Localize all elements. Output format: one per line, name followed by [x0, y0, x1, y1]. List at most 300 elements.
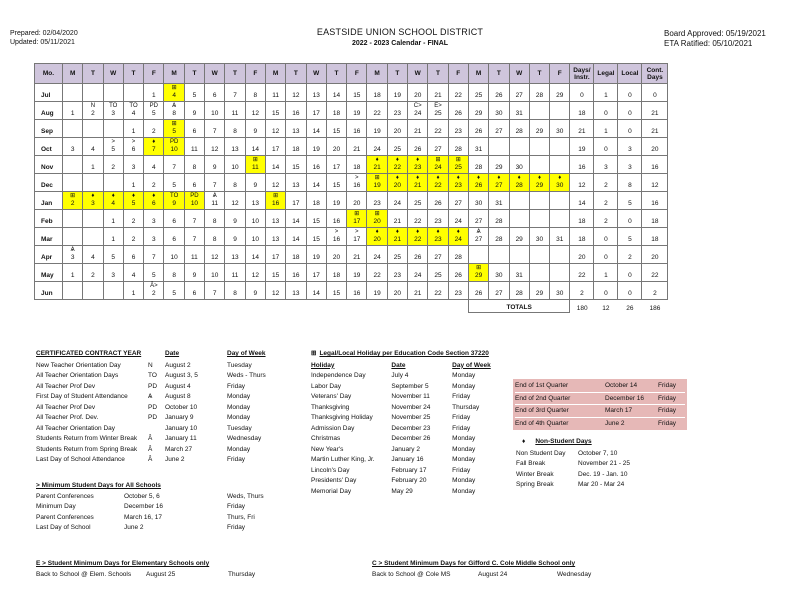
day-cell: 7	[205, 174, 225, 192]
day-cell	[489, 138, 509, 156]
month-label: Jun	[35, 282, 63, 300]
count-cont: 20	[642, 138, 668, 156]
legal-marker: ⊞	[455, 157, 461, 163]
day-cell	[63, 174, 83, 192]
day-cell: 24	[367, 246, 387, 264]
event-dow: Tuesday	[227, 424, 252, 432]
event-dow: Tuesday	[227, 361, 252, 369]
month-label: Apr	[35, 246, 63, 264]
day-cell: 2 N	[83, 102, 103, 120]
legal-marker: ⊞	[171, 85, 177, 91]
day-cell: 31	[509, 264, 529, 282]
day-cell: 8	[245, 84, 265, 102]
day-cell: 20 ♦	[387, 174, 407, 192]
month-row-sep	[35, 120, 668, 138]
day-cell	[529, 264, 549, 282]
certificated-row	[36, 424, 316, 435]
calendar-header-row	[35, 64, 668, 84]
count-local: 5	[618, 228, 642, 246]
holiday-row	[311, 445, 511, 456]
count-legal: 2	[594, 192, 618, 210]
count-cont: 22	[642, 264, 668, 282]
day-cell: 10	[245, 210, 265, 228]
holiday-dow: Monday	[452, 445, 476, 453]
event-code: PD	[148, 414, 158, 421]
count-legal: 0	[594, 228, 618, 246]
day-cell: 16 >	[347, 174, 367, 192]
holiday-dow: Monday	[452, 382, 476, 390]
non-student-marker: ♦	[111, 193, 115, 199]
count-local: 0	[618, 210, 642, 228]
day-cell: 6 >	[123, 138, 143, 156]
day-cell: 23	[387, 264, 407, 282]
day-cell: 12	[225, 192, 245, 210]
holiday-date: February 20	[391, 477, 427, 484]
min-day-marker: >	[131, 139, 136, 145]
day-cell: 20	[347, 192, 367, 210]
day-cell: 8 Ѧ	[164, 102, 184, 120]
day-cell: 31	[509, 102, 529, 120]
day-cell: 22 ♦	[428, 174, 448, 192]
holiday-name: Thanksgiving	[311, 403, 350, 411]
document-header-right	[664, 29, 766, 49]
day-cell: 12	[265, 174, 285, 192]
month-label: Oct	[35, 138, 63, 156]
event-code: Â	[148, 456, 153, 463]
holiday-row	[311, 434, 511, 445]
count-instr: 22	[570, 264, 594, 282]
day-cell: 30	[550, 282, 570, 300]
event-name: Last Day of School Attendance	[36, 456, 125, 463]
day-cell: 24 ⊞	[428, 156, 448, 174]
day-cell	[63, 282, 83, 300]
day-cell: 2	[144, 174, 164, 192]
calendar-title: 2022 - 2023 Calendar - FINAL	[351, 40, 449, 47]
holiday-date: December 23	[391, 424, 431, 432]
count-legal: 1	[594, 84, 618, 102]
day-cell: 13	[265, 210, 285, 228]
prof-dev-marker: PD	[149, 103, 158, 109]
day-cell	[529, 138, 549, 156]
non-student-marker: ♦	[416, 175, 420, 181]
day-cell: 4 ♦	[103, 192, 123, 210]
district-name: EASTSIDE UNION SCHOOL DISTRICT	[316, 27, 484, 37]
day-cell: 6	[164, 228, 184, 246]
day-cell: 15	[347, 84, 367, 102]
day-cell	[83, 174, 103, 192]
day-cell: 16	[286, 102, 306, 120]
day-cell: 26 ♦	[468, 174, 488, 192]
event-date: December 16	[124, 503, 164, 510]
non-student-marker: ♦	[375, 157, 379, 163]
day-cell: 7	[184, 228, 204, 246]
day-cell: 16	[347, 120, 367, 138]
holiday-name: Lincoln's Day	[311, 466, 350, 474]
day-cell: 11 ⊞	[245, 156, 265, 174]
day-cell	[63, 210, 83, 228]
day-cell: 3	[144, 210, 164, 228]
event-dow: Friday	[227, 524, 246, 531]
day-cell: 19	[347, 264, 367, 282]
day-cell: 5	[144, 264, 164, 282]
event-name: Students Return from Spring Break	[36, 445, 138, 453]
day-cell: 20 ⊞	[367, 210, 387, 228]
prof-dev-marker: PD	[169, 139, 179, 145]
day-cell: 1	[63, 264, 83, 282]
non-student-marker: ♦	[152, 139, 156, 145]
event-code: N	[148, 361, 153, 369]
holiday-row	[311, 487, 511, 498]
day-cell: 27	[509, 84, 529, 102]
non-student-name: Non Student Day	[516, 449, 566, 457]
day-cell: 18	[286, 138, 306, 156]
count-local: 0	[618, 102, 642, 120]
day-cell: 24	[387, 192, 407, 210]
holiday-date: November 11	[391, 393, 430, 400]
day-cell: 22 ♦	[387, 156, 407, 174]
day-cell	[468, 246, 488, 264]
holiday-date: November 25	[391, 414, 431, 421]
day-cell: 29 ♦	[529, 174, 549, 192]
day-cell: 21	[408, 282, 428, 300]
day-cell: 2	[83, 264, 103, 282]
day-cell: 27	[428, 138, 448, 156]
holiday-row	[311, 413, 511, 424]
day-cell: 8	[205, 228, 225, 246]
day-cell: 18	[367, 84, 387, 102]
day-cell: 14	[265, 156, 285, 174]
holiday-row	[311, 382, 511, 393]
non-student-date: November 21 - 25	[578, 460, 631, 467]
col-header: M	[265, 64, 285, 84]
holiday-row	[311, 371, 511, 382]
day-cell	[489, 246, 509, 264]
count-local: 3	[618, 156, 642, 174]
event-code: PD	[148, 382, 158, 390]
day-cell	[83, 120, 103, 138]
day-cell: 20	[408, 84, 428, 102]
day-cell: 14	[286, 210, 306, 228]
event-name: First Day of Student Attendance	[36, 393, 128, 400]
month-label: Jan	[35, 192, 63, 210]
day-cell: 22	[408, 210, 428, 228]
holiday-row	[311, 403, 511, 414]
day-cell: 19	[367, 282, 387, 300]
day-cell: 23	[448, 120, 468, 138]
day-cell	[529, 156, 549, 174]
count-cont: 18	[642, 210, 668, 228]
event-name: Last Day of School	[36, 524, 91, 531]
day-cell: 11	[265, 84, 285, 102]
col-header: W	[205, 64, 225, 84]
day-cell: 25 E>	[428, 102, 448, 120]
day-cell: 25	[408, 192, 428, 210]
day-cell: 20	[387, 120, 407, 138]
day-cell: 20	[387, 282, 407, 300]
day-cell: 5 PD	[144, 102, 164, 120]
event-date: June 2	[124, 524, 144, 531]
day-cell: 13	[286, 174, 306, 192]
day-cell: 9	[184, 264, 204, 282]
day-cell: 5 ⊞	[164, 120, 184, 138]
non-student-marker: ♦	[395, 229, 399, 235]
event-date: August 8	[165, 393, 191, 400]
quarter-end-box	[513, 379, 687, 430]
day-cell: 18	[306, 192, 326, 210]
count-cont: 12	[642, 174, 668, 192]
day-cell: 30 ♦	[550, 174, 570, 192]
legal-marker: ⊞	[435, 157, 441, 163]
elementary-dow: Thursday	[228, 570, 256, 578]
quarter-dow: Friday	[658, 419, 677, 427]
count-legal: 3	[594, 156, 618, 174]
day-cell: 30	[509, 156, 529, 174]
holiday-dow: Monday	[452, 477, 476, 484]
day-cell: 31	[550, 228, 570, 246]
holiday-name: Labor Day	[311, 382, 341, 390]
certificated-row	[36, 403, 316, 414]
day-cell	[83, 228, 103, 246]
month-row-oct	[35, 138, 668, 156]
day-cell: 7 ♦	[144, 138, 164, 156]
e-min-marker: E>	[434, 103, 442, 109]
quarter-date: December 16	[605, 394, 645, 402]
day-cell: 12	[245, 102, 265, 120]
legal-marker: ⊞	[252, 157, 258, 163]
day-cell: 2 Â>	[144, 282, 164, 300]
day-cell	[103, 174, 123, 192]
count-local: 0	[618, 120, 642, 138]
holiday-name: Independence Day	[311, 372, 366, 379]
day-cell: 21	[347, 138, 367, 156]
holiday-name: Memorial Day	[311, 487, 352, 495]
day-cell: 6 ♦	[144, 192, 164, 210]
day-cell: 4	[144, 156, 164, 174]
elementary-date: August 25	[146, 570, 176, 578]
day-cell: 25 ⊞	[448, 156, 468, 174]
event-dow: Thurs, Fri	[227, 513, 255, 521]
day-cell: 23	[428, 210, 448, 228]
total-local: 26	[626, 304, 634, 312]
day-cell: 23 ♦	[428, 228, 448, 246]
event-name: Parent Conferences	[36, 513, 94, 521]
day-cell	[63, 156, 83, 174]
count-cont: 16	[642, 192, 668, 210]
day-cell	[63, 84, 83, 102]
day-cell: 23	[448, 282, 468, 300]
count-instr: 18	[570, 102, 594, 120]
day-cell: 5	[184, 84, 204, 102]
minimum-day-row	[36, 523, 316, 534]
day-cell: 2 ⊞	[63, 192, 83, 210]
quarter-row	[515, 418, 685, 430]
day-cell: 11	[184, 138, 204, 156]
count-instr: 18	[570, 228, 594, 246]
day-cell: 23 ♦	[448, 174, 468, 192]
day-cell: 24	[448, 210, 468, 228]
day-cell: 11 Ѧ	[205, 192, 225, 210]
holiday-date: February 17	[391, 466, 427, 474]
day-cell: 17 ⊞	[347, 210, 367, 228]
certificated-row	[36, 455, 316, 466]
day-cell: 13	[225, 138, 245, 156]
non-student-date: October 7, 10	[578, 449, 618, 457]
col-header: F	[245, 64, 265, 84]
month-row-mar	[35, 228, 668, 246]
non-student-marker: ♦	[497, 175, 501, 181]
elementary-event: Back to School @ Elem. Schools	[36, 570, 132, 578]
non-student-marker: ♦	[436, 229, 440, 235]
c-min-marker: C>	[413, 103, 422, 109]
col-header: T	[489, 64, 509, 84]
event-code	[148, 424, 165, 435]
day-cell: 26	[448, 102, 468, 120]
day-cell	[103, 120, 123, 138]
event-date: October 10	[165, 403, 198, 411]
holiday-dow: Friday	[452, 414, 471, 421]
col-header: Days/ Instr.	[570, 64, 594, 84]
non-student-marker: ♦	[558, 175, 562, 181]
col-header: F	[144, 64, 164, 84]
day-cell: 25	[387, 246, 407, 264]
day-cell: 5	[164, 282, 184, 300]
day-cell: 23 ♦	[408, 156, 428, 174]
quarter-name: End of 2nd Quarter	[515, 394, 571, 402]
day-cell: 29 ⊞	[468, 264, 488, 282]
day-cell: 26	[448, 264, 468, 282]
middle-heading: C > Student Minimum Days for Gifford C. Cole Middle School only	[372, 560, 576, 567]
day-cell: 20	[326, 246, 346, 264]
day-cell: 9	[245, 120, 265, 138]
event-dow: Wednesday	[227, 435, 262, 442]
day-cell: 30	[468, 192, 488, 210]
certificated-row	[36, 445, 316, 456]
day-cell	[529, 210, 549, 228]
day-cell: 31	[468, 138, 488, 156]
holiday-dow: Monday	[452, 487, 476, 495]
non-student-marker: ♦	[537, 175, 541, 181]
day-cell: 29	[550, 84, 570, 102]
col-header: T	[326, 64, 346, 84]
day-cell: 17	[306, 102, 326, 120]
legal-marker: ⊞	[374, 211, 380, 217]
minimum-days-heading: > Minimum Student Days for All Schools	[36, 482, 161, 489]
day-cell: 4 ⊞	[164, 84, 184, 102]
non-student-row	[516, 480, 696, 491]
day-cell: 19 ⊞	[367, 174, 387, 192]
col-header: F	[448, 64, 468, 84]
teacher-orientation-marker: TO	[109, 103, 118, 109]
day-cell: 27	[489, 282, 509, 300]
day-cell: 27 Ѧ	[468, 228, 488, 246]
middle-date: August 24	[478, 570, 508, 578]
day-cell: 21 ♦	[387, 228, 407, 246]
min-day-marker: >	[355, 229, 359, 235]
day-cell: 14	[245, 138, 265, 156]
non-student-marker: ♦	[436, 175, 440, 181]
col-header: W	[509, 64, 529, 84]
day-cell: 30	[489, 264, 509, 282]
day-cell: 22	[428, 282, 448, 300]
holidays-col-date: Date	[391, 361, 406, 369]
event-name: All Teacher Prof. Dev.	[36, 414, 99, 421]
day-cell: 28	[468, 156, 488, 174]
holiday-row	[311, 466, 511, 477]
day-cell: 17 >	[347, 228, 367, 246]
col-header: W	[306, 64, 326, 84]
prof-dev-marker: PD	[190, 193, 199, 199]
day-cell: 18	[326, 102, 346, 120]
non-student-name: Winter Break	[516, 470, 554, 478]
day-cell: 6	[184, 174, 204, 192]
count-cont: 21	[642, 120, 668, 138]
event-name: All Teacher Orientation Day	[36, 424, 116, 432]
day-cell: 14	[245, 246, 265, 264]
legal-marker: ⊞	[354, 211, 360, 217]
day-cell: 15	[326, 174, 346, 192]
day-cell: 5 ♦	[123, 192, 143, 210]
day-cell: 4	[123, 264, 143, 282]
day-cell: 10	[225, 156, 245, 174]
quarter-dow: Friday	[658, 394, 677, 402]
day-cell: 14	[306, 282, 326, 300]
teacher-orientation-marker: TO	[170, 193, 179, 199]
day-cell: 3 TO	[103, 102, 123, 120]
event-dow: Weds - Thurs	[227, 372, 266, 379]
day-cell: 31	[489, 192, 509, 210]
count-instr: 21	[570, 120, 594, 138]
day-cell: 12	[245, 264, 265, 282]
day-cell: 1	[123, 120, 143, 138]
day-cell: 25	[468, 84, 488, 102]
day-cell: 2	[144, 120, 164, 138]
day-cell: 23	[387, 102, 407, 120]
day-cell: 30	[489, 102, 509, 120]
day-cell: 11	[184, 246, 204, 264]
day-cell: 30	[550, 120, 570, 138]
day-cell: 7	[144, 246, 164, 264]
count-local: 0	[618, 84, 642, 102]
event-name: All Teacher Prof Dev	[36, 382, 96, 390]
certificated-row	[36, 434, 316, 445]
day-cell: 27	[428, 246, 448, 264]
day-cell: 21	[387, 210, 407, 228]
day-cell: 29	[468, 102, 488, 120]
day-cell: 18	[326, 264, 346, 282]
day-cell: 26	[489, 84, 509, 102]
event-code: Â	[148, 435, 153, 442]
day-cell: 11	[225, 264, 245, 282]
day-cell: 13	[286, 120, 306, 138]
holiday-date: December 26	[391, 435, 431, 442]
first-day-marker: Ѧ	[172, 103, 177, 109]
holidays-section	[311, 349, 511, 497]
non-student-marker: ♦	[395, 175, 399, 181]
day-cell: 8	[225, 174, 245, 192]
day-cell: 18	[347, 156, 367, 174]
day-cell: 3	[144, 228, 164, 246]
non-student-date: Dec. 19 - Jan. 10	[578, 470, 628, 478]
count-cont: 2	[642, 282, 668, 300]
count-instr: 12	[570, 174, 594, 192]
day-cell: 28	[489, 210, 509, 228]
month-row-may	[35, 264, 668, 282]
col-header: Mo.	[35, 64, 63, 84]
day-cell: 10	[205, 264, 225, 282]
day-cell: 2	[103, 156, 123, 174]
day-cell	[509, 210, 529, 228]
non-student-section	[516, 437, 696, 491]
